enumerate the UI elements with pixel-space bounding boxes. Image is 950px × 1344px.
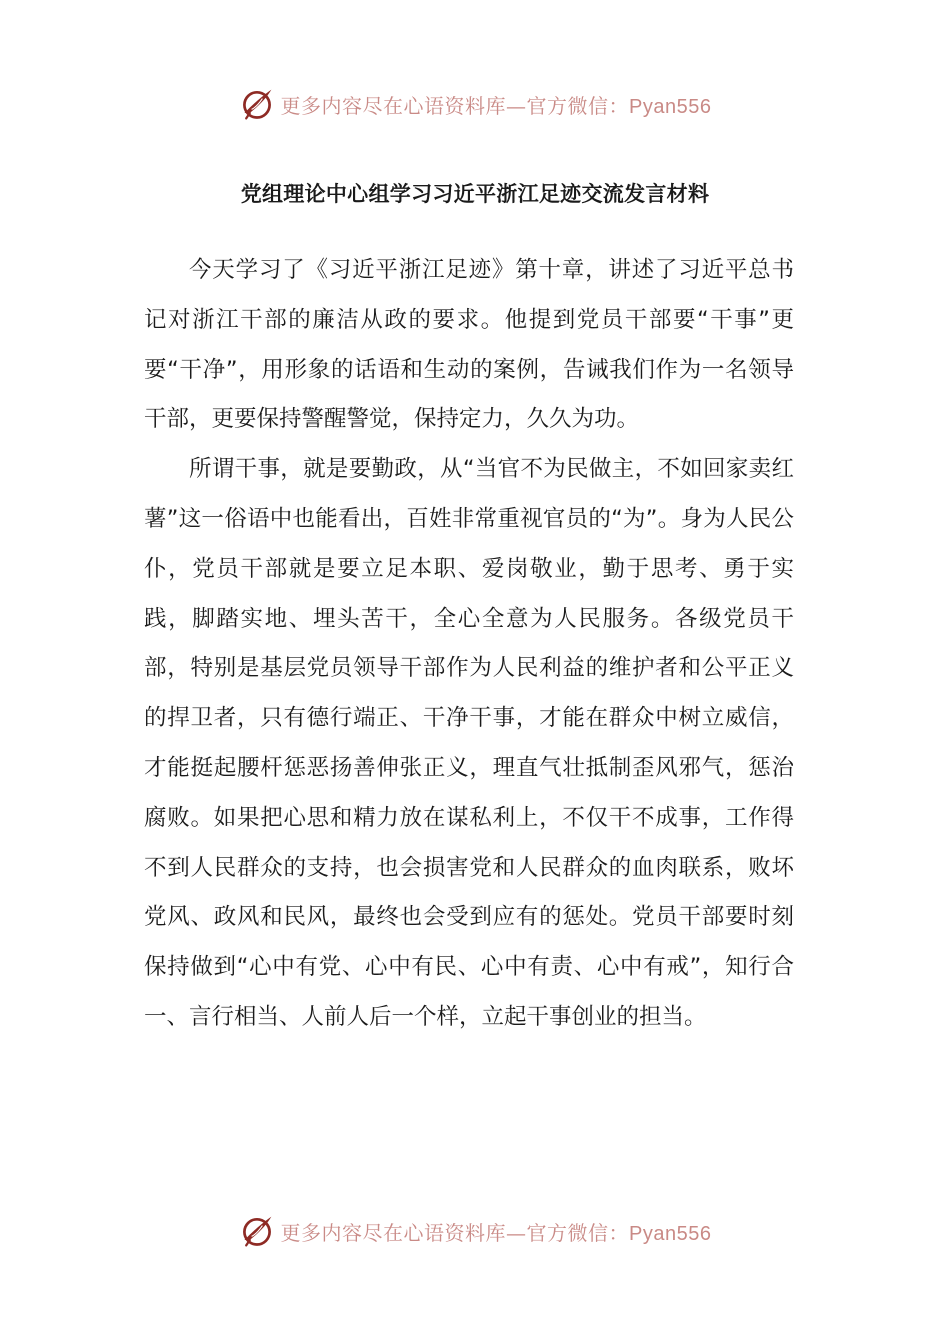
paragraph: 所谓干事，就是要勤政，从“当官不为民做主，不如回家卖红薯”这一俗语中也能看出，百姓非常重视官员的“为”。身为人民公仆，党员干部就是要立足本职、爱岗敬业，勤于思考、勇于实践，脚踏实地、埋头苦干，全心全意为人民服务。各级党员干部，特别是基层党员领导干部作为人民利益的维护者和公平正义的捍卫者，只有德行端正、干净干事，才能在群众中树立威信，才能挺起腰杆惩恶扬善伸张正义，理直气壮抵制歪风邪气，惩治腐败。如果把心思和精力放在谋私利上，不仅干不成事，工作得不到人民群众的支持，也会损害党和人民群众的血肉联系，败坏党风、政风和民风，最终也会受到应有的惩处。党员干部要时刻保持做到“心中有党、心中有民、心中有责、心中有戒”，知行合一、言行相当、人前人后一个样，立起干事创业的担当。 <box>144 456 794 1030</box>
quill-pen-logo-icon <box>239 1213 275 1249</box>
paragraph: 今天学习了《习近平浙江足迹》第十章，讲述了习近平总书记对浙江干部的廉洁从政的要求。他提到党员干部要“干事”更要“干净”，用形象的话语和生动的案例，告诫我们作为一名领导干部，更要保持警醒警觉，保持定力，久久为功。 <box>144 257 794 433</box>
document-body <box>144 246 794 1043</box>
footer-banner-text: 更多内容尽在心语资料库—官方微信：Pyan556 <box>280 1220 712 1245</box>
footer-wechat-id: Pyan556 <box>629 1222 712 1245</box>
quill-pen-logo-icon <box>239 86 275 122</box>
footer-banner <box>0 1211 950 1251</box>
document-title: 党组理论中心组学习习近平浙江足迹交流发言材料 <box>240 182 710 206</box>
header-banner-text: 更多内容尽在心语资料库—官方微信：Pyan556 <box>280 93 712 118</box>
header-banner <box>0 84 950 124</box>
header-wechat-id: Pyan556 <box>629 95 712 118</box>
